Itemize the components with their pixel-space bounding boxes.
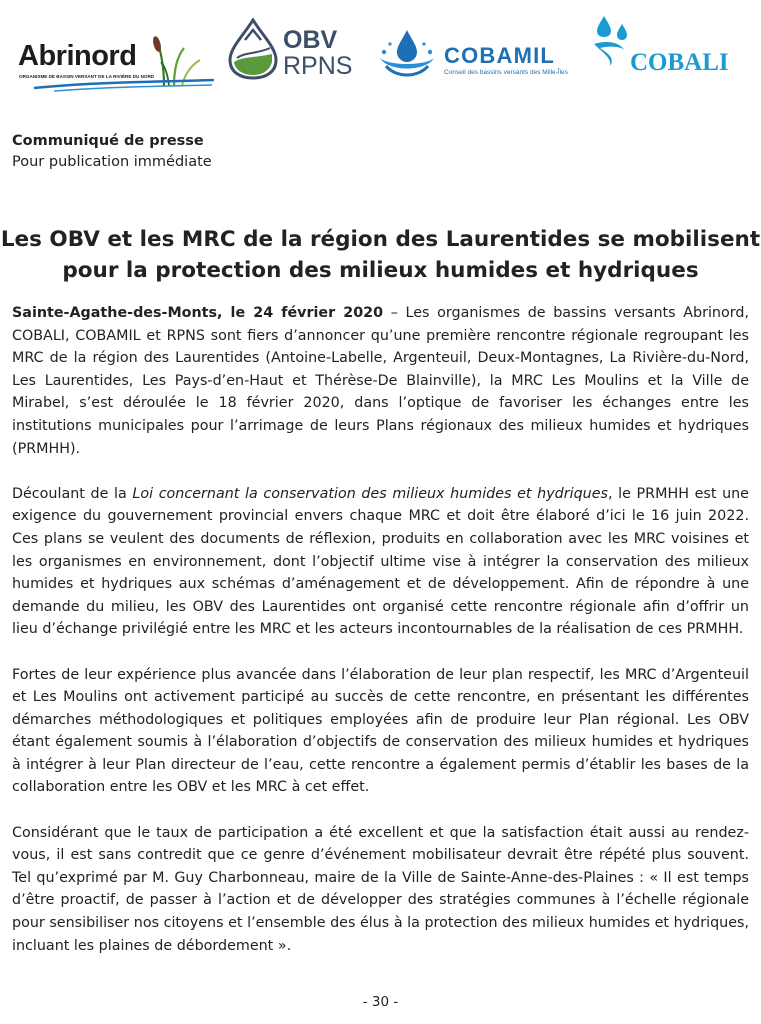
abrinord-name: Abrinord	[18, 40, 137, 72]
press-release-header	[12, 131, 212, 173]
abrinord-logo	[14, 30, 216, 92]
paragraph-4: Considérant que le taux de participation a été excellent et que la satisfaction était aussi au rendez-vous, il est sans contredit que ce genre d’événement mobilisateur devrait être répété plus souvent. Tel qu’exprimé par M. Guy Charbonneau, maire de la Ville de Sainte-Anne-des-Plaines : « Il est temps d’être proactif, de passer à l’action et de développer des stratégies communes à l’échelle régionale pour sensibiliser nos citoyens et l’ensemble des élus à la protection des milieux humides et hydriques, incluant les plaines de débordement ».	[12, 824, 749, 954]
article-body	[12, 302, 749, 980]
paragraph-1	[12, 302, 749, 460]
obv-label: OBV	[283, 26, 338, 54]
cobamil-name: COBAMIL	[444, 43, 556, 68]
paragraph-2	[12, 483, 749, 641]
water-drop-icon	[225, 18, 281, 80]
cobamil-logo	[376, 28, 576, 80]
press-release-label: Communiqué de presse	[12, 133, 204, 149]
rpns-label: RPNS	[283, 52, 353, 80]
paragraph-2-pre: Découlant de la	[12, 485, 133, 502]
publication-note: Pour publication immédiate	[12, 154, 212, 170]
law-title: Loi concernant la conservation des milieux humides et hydriques	[132, 485, 608, 502]
cobali-name: COBALI	[630, 49, 729, 76]
title-line-1: Les OBV et les MRC de la région des Laurentides se mobilisent	[0, 227, 761, 252]
cobali-logo	[586, 14, 746, 78]
page-title	[0, 224, 761, 286]
cobamil-tagline: Conseil des bassins versants des Mille-Îles	[444, 69, 568, 76]
dateline: Sainte-Agathe-des-Monts, le 24 février 2020	[12, 305, 384, 321]
water-splash-icon	[376, 28, 438, 80]
paragraph-2-post: , le PRMHH est une exigence du gouvernement provincial envers chaque MRC et doit être élaboré d’ici le 16 juin 2022. Ces plans se veulent des documents de réflexion, produits en collaboration avec les MRC voisines et les organismes en environnement, dont l’objectif ultime vise à intégrer la conservation des milieux humides et hydriques aux schémas d’aménagement et de développement. Afin de répondre à une demande du milieu, les OBV des Laurentides ont organisé cette rencontre régionale afin d’offrir un lieu d’échange privilégié entre les MRC et les acteurs incontournables de la réalisation de ces PRMHH.	[12, 485, 749, 638]
title-line-2: pour la protection des milieux humides et hydriques	[62, 258, 699, 283]
end-marker: - 30 -	[362, 994, 399, 1010]
logo-bar	[0, 0, 761, 110]
paragraph-3: Fortes de leur expérience plus avancée dans l’élaboration de leur plan respectif, les MRC d’Argenteuil et Les Moulins ont activement participé au succès de cette rencontre, en présentant les différentes démarches méthodologiques et politiques employées afin de produire leur Plan régional. Les OBV étant également soumis à l’élaboration d’objectifs de conservation des milieux humides et hydriques à intégrer à leur Plan directeur de l’eau, cette rencontre a également permis d’établir les bases de la collaboration entre les OBV et les MRC à cet effet.	[12, 666, 749, 796]
paragraph-1-text: – Les organismes de bassins versants Abrinord, COBALI, COBAMIL et RPNS sont fiers d’annoncer qu’une première rencontre régionale regroupant les MRC de la région des Laurentides (Antoine-Labelle, Argenteuil, Deux-Montagnes, La Rivière-du-Nord, Les Laurentides, Les Pays-d’en-Haut et Thérèse-De Blainville), la MRC Les Moulins et la Ville de Mirabel, s’est déroulée le 18 février 2020, dans l’optique de favoriser les échanges entre les institutions municipales pour l’arrimage de leurs Plans régionaux des milieux humides et hydriques (PRMHH).	[12, 305, 749, 457]
abrinord-tagline: ORGANISME DE BASSIN VERSANT DE LA RIVIÈRE DU NORD	[19, 74, 155, 79]
obv-rpns-logo	[225, 18, 357, 80]
